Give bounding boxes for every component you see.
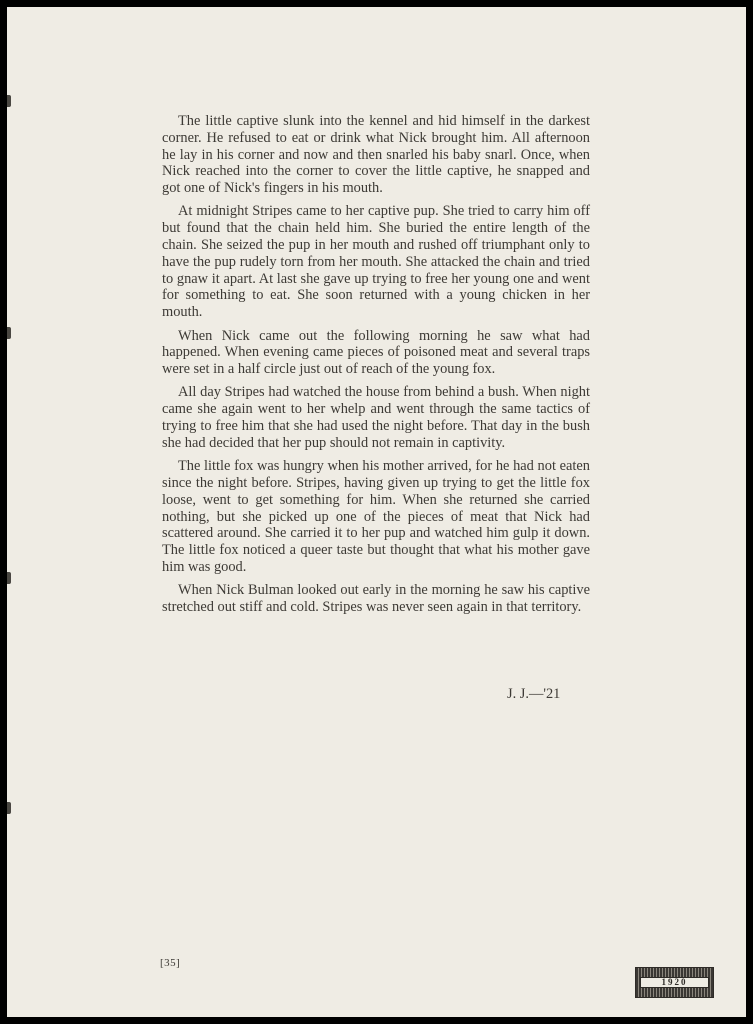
document-page — [7, 7, 746, 1017]
binding-hole-mark — [7, 802, 11, 814]
author-signature: J. J.—'21 — [507, 686, 561, 702]
yearbook-emblem-icon — [635, 967, 714, 998]
binding-hole-mark — [7, 572, 11, 584]
story-paragraph: When Nick came out the following morning he saw what had happened. When evening came pieces of poisoned meat and several traps were set in a half circle just out of reach of the young fox. — [162, 327, 590, 378]
story-paragraph: The little captive slunk into the kennel and hid himself in the darkest corner. He refused to eat or drink what Nick brought him. All afternoon he lay in his corner and now and then snarled his baby snarl. Once, when Nick reached into the corner to cover the little captive, he snapped and got one of Nick's fingers in his mouth. — [162, 113, 590, 197]
logo-year: 1920 — [661, 977, 688, 987]
story-paragraph: The little fox was hungry when his mother arrived, for he had not eaten since the night before. Stripes, having given up trying to get the little fox loose, went to get something for him. When she returned she carried nothing, but she picked up one of the pieces of meat that Nick had scattered around. She carried it to her pup and watched him gulp it down. The little fox noticed a queer taste but thought that what his mother gave him was good. — [162, 458, 590, 575]
binding-hole-mark — [7, 95, 11, 107]
story-text — [162, 113, 590, 622]
binding-hole-mark — [7, 327, 11, 339]
story-paragraph: At midnight Stripes came to her captive pup. She tried to carry him off but found that the chain held him. She buried the entire length of the chain. She seized the pup in her mouth and rushed off triumphant only to have the pup rudely torn from her mouth. She attacked the chain and tried to gnaw it apart. At last she gave up trying to free her young one and went for something to eat. She soon returned with a young chicken in her mouth. — [162, 203, 590, 321]
page-number: [35] — [160, 957, 181, 969]
story-paragraph: When Nick Bulman looked out early in the morning he saw his captive stretched out stiff and cold. Stripes was never seen again in that territory. — [162, 582, 590, 616]
story-paragraph: All day Stripes had watched the house from behind a bush. When night came she again went to her whelp and went through the same tactics of trying to free him that she had used the night before. That day in the bush she had decided that her pup should not remain in captivity. — [162, 384, 590, 451]
